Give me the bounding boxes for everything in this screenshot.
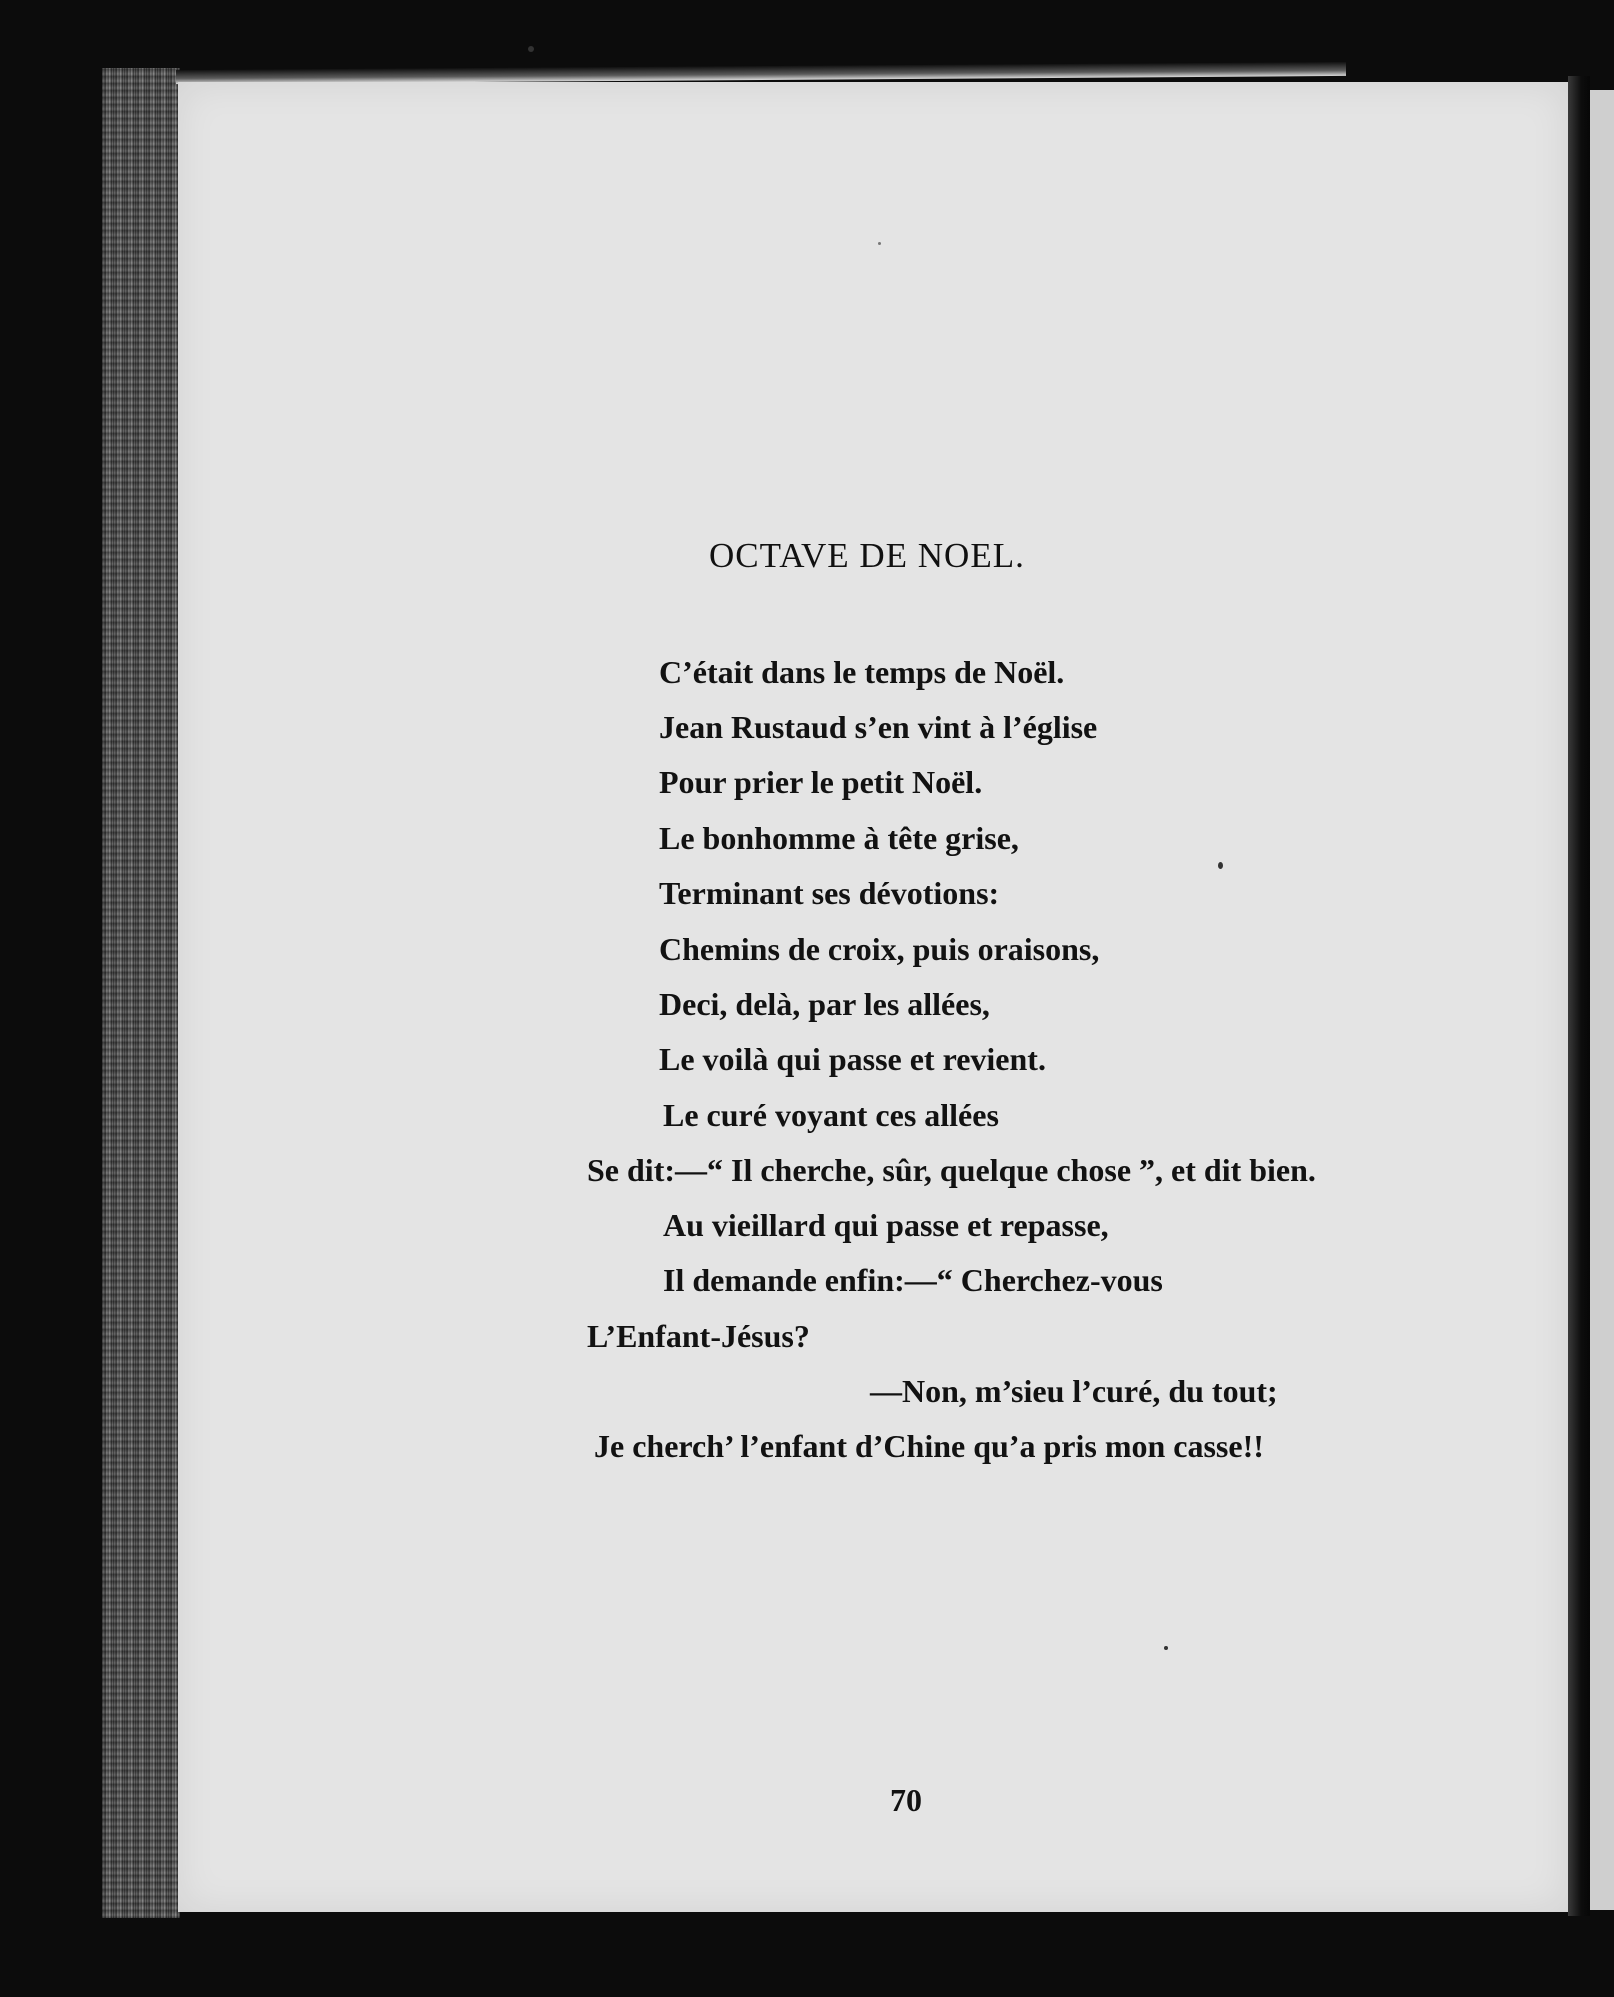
poem-line: Deci, delà, par les allées, bbox=[659, 986, 990, 1022]
poem-line: Terminant ses dévotions: bbox=[659, 875, 1000, 911]
poem-line: Jean Rustaud s’en vint à l’église bbox=[659, 709, 1098, 745]
dust-speck bbox=[878, 242, 881, 245]
poem-line: Le voilà qui passe et revient. bbox=[659, 1041, 1046, 1077]
poem-line: Pour prier le petit Noël. bbox=[659, 764, 983, 800]
poem-line: Le bonhomme à tête grise, bbox=[659, 820, 1019, 856]
page-number: 70 bbox=[890, 1782, 922, 1818]
right-page-edge bbox=[1568, 76, 1590, 1916]
poem-line: Je cherch’ l’enfant d’Chine qu’a pris mon casse!! bbox=[594, 1428, 1264, 1464]
poem-line: Chemins de croix, puis oraisons, bbox=[659, 931, 1100, 967]
page-top-rim bbox=[176, 62, 1346, 84]
page-edge-stack bbox=[102, 68, 180, 1918]
dust-speck bbox=[1218, 862, 1223, 869]
dust-speck bbox=[1164, 1646, 1168, 1650]
poem-line: Il demande enfin:—“ Cherchez-vous bbox=[663, 1262, 1163, 1298]
adjacent-page-strip bbox=[1590, 90, 1614, 1910]
poem-line: Le curé voyant ces allées bbox=[663, 1097, 999, 1133]
poem-line: Au vieillard qui passe et repasse, bbox=[663, 1207, 1109, 1243]
poem-line: —Non, m’sieu l’curé, du tout; bbox=[870, 1373, 1278, 1409]
poem-title: OCTAVE DE NOEL. bbox=[709, 536, 1025, 575]
poem-line: L’Enfant-Jésus? bbox=[587, 1318, 810, 1354]
dust-speck bbox=[528, 46, 534, 52]
poem-line: Se dit:—“ Il cherche, sûr, quelque chose ”, et dit bien. bbox=[587, 1152, 1316, 1188]
poem-line: C’était dans le temps de Noël. bbox=[659, 654, 1065, 690]
